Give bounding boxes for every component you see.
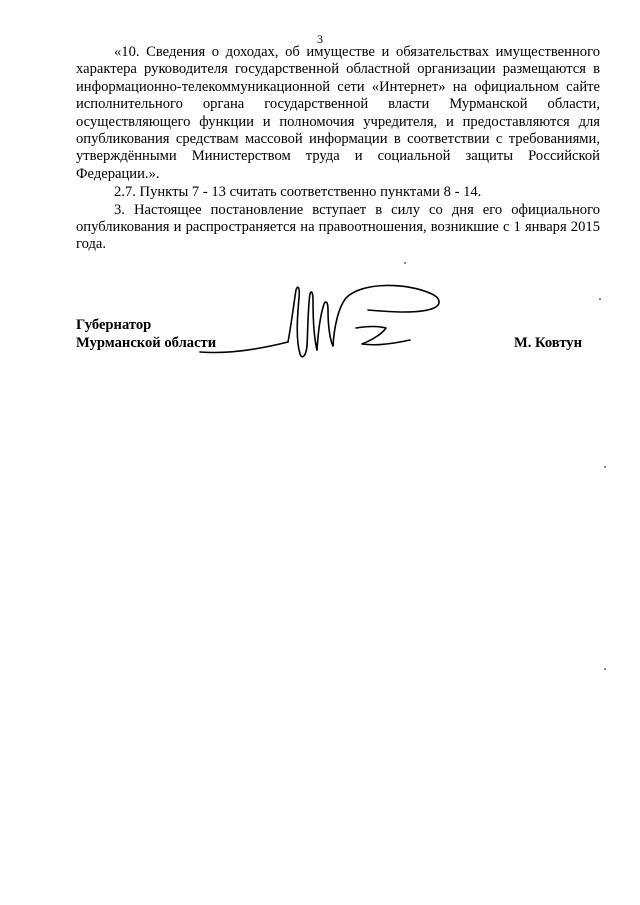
paragraph-item-3: 3. Настоящее постановление вступает в силу со дня его официального опубликования и распространяется на правоотношения, возникшие с 1 января 2015 года. (76, 201, 600, 253)
scan-speck (604, 466, 606, 468)
page-number: 3 (317, 32, 323, 46)
paragraph-item-10: «10. Сведения о доходах, об имуществе и обязательствах имущественного характера руководителя государственной областной организации размещаются в информационно-телекоммуникационной сети «Интернет» на официальном сайте исполнительного органа государственной власти Мурманской области, осуществляющего функции и полномочия учредителя, и предоставляются для опубликования средствам массовой информации в соответствии с требованиями, утверждёнными Министерством труда и социальной защиты Российской Федерации.». (76, 44, 600, 182)
paragraph-item-2-7: 2.7. Пункты 7 - 13 считать соответственно пунктами 8 - 14. (114, 184, 482, 201)
signatory-name: М. Ковтун (513, 335, 582, 351)
document-body (76, 44, 600, 254)
scan-speck (404, 262, 406, 264)
handwritten-signature (196, 280, 446, 370)
signatory-title-line2: Мурманской области (76, 335, 217, 351)
scan-speck (599, 298, 601, 300)
signatory-title-line1: Губернатор (76, 317, 152, 333)
scan-speck (604, 668, 606, 670)
